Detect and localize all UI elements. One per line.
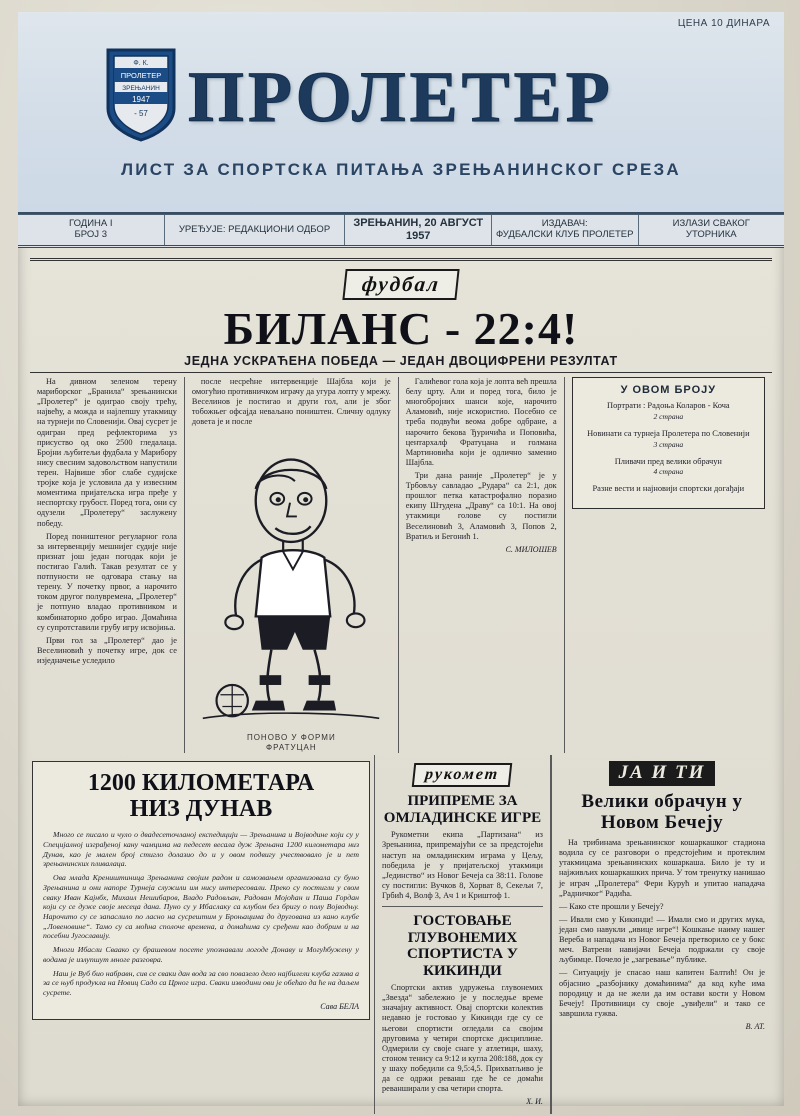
lead-column-2 [185, 377, 399, 753]
jaiti-paragraph: — Ивали смо у Кикинди! — Имали смо и других мука, један смо навукли „ивице игре“! Кошкање наиму нашег Вереба и нападача из Новог Бечеја претворило се у бокс меч. Ватрени навијачи Бечеја подржали су своје љубимце. Почело је „загревање” публике. [558, 914, 765, 965]
jaiti-paragraph: — Ситуацију је спасао наш капитен Балтић! Он је објаснио „разбојнику домаћинима“ да код куће има породицу и да не жели да им остави кости у Новом Бечеју! Противници су своје „увиђели“ и тако се завршила гужва. [558, 968, 765, 1018]
info-editor [165, 215, 346, 245]
issue-item[interactable] [581, 457, 756, 478]
issue-item-page: 3 страна [653, 439, 684, 449]
info-frequency [639, 215, 785, 245]
paper-sheet [18, 12, 784, 1106]
lead-byline: С. МИЛОШЕВ [505, 544, 557, 554]
info-publisher [492, 215, 639, 245]
info-year: ГОДИНА I [69, 218, 113, 230]
danube-title [43, 771, 359, 823]
price-label: ЦЕНА 10 ДИНАРА [677, 18, 770, 29]
issue-item-page: 4 страна [653, 467, 684, 477]
page-title: ПРОЛЕТЕР [188, 57, 614, 137]
danube-title-line2: НИЗ ДУНАВ [129, 796, 273, 823]
jaiti-paragraph: — Како сте прошли у Бечеју? [558, 901, 664, 911]
info-editor-label: УРЕЂУЈЕ: РЕДАКЦИОНИ ОДБОР [178, 223, 331, 235]
lower-section [30, 755, 772, 1114]
cartoon-illustration [192, 431, 391, 731]
deaf-sports-byline: Х. И. [526, 1097, 543, 1107]
issue-item-text: Новинати са турнеја Пролетера по Словенији [587, 428, 750, 438]
masthead-subtitle: ЛИСТ ЗА СПОРТСКА ПИТАЊА ЗРЕЊАНИНСКОГ СРЕЗА [121, 160, 681, 179]
info-frequency-line2: УТОРНИКА [685, 229, 737, 240]
danube-feature [30, 755, 374, 1114]
section-tag-handball-label: рукомет [412, 763, 513, 787]
info-publisher-name: ФУДБАЛСКИ КЛУБ ПРОЛЕТЕР [496, 229, 634, 240]
cartoon-caption-line2: ФРАТУЦАН [266, 742, 317, 752]
issue-item-page: 2 страна [653, 411, 684, 421]
info-date-label: ЗРЕЊАНИН, 20 АВГУСТ 1957 [353, 217, 484, 242]
svg-text:ПРОЛЕТЕР: ПРОЛЕТЕР [120, 71, 162, 80]
svg-text:Ф. К.: Ф. К. [133, 60, 149, 67]
issue-item-text: Разне вести и најновији спортски догађаји [592, 484, 745, 494]
divider-handball [382, 906, 543, 907]
danube-feature-box [32, 761, 370, 1020]
info-publisher-label: ИЗДАВАЧ: [541, 218, 588, 230]
in-this-issue-title: У ОВОМ БРОЈУ [620, 384, 717, 396]
jaiti-tag-wrap [559, 761, 765, 786]
lead-column-3 [399, 377, 565, 753]
handball-paragraph: Рукометни екипа „Партизана“ из Зрењанина, припремајући се за предстојећи наступ на омладинским играма у Цељу, победила је у пријатељској утакмици „Јединство“ из Новог Бечеја са 38:11. Голове су постигли: Вучков 8, Хорват 8, Секељи 7, Грбић 4, Волф 3, Ач 1 и Криштоф 1. [382, 830, 543, 900]
cartoon-caption-line1: ПОНОВО У ФОРМИ [246, 732, 336, 742]
jaiti-title: Велики обрачун у Новом Бечеју [581, 791, 743, 834]
section-tag-football [30, 269, 772, 300]
lead-column-4 [565, 377, 772, 753]
issue-item[interactable] [581, 484, 756, 495]
deaf-sports-title: ГОСТОВАЊЕ ГЛУВОНЕМИХ СПОРТИСТА У КИКИНДИ [407, 913, 518, 979]
lead-subhead: ЈЕДНА УСКРАЋЕНА ПОБЕДА — ЈЕДАН ДВОЦИФРЕНИ РЕЗУЛТАТ [184, 354, 618, 368]
info-year-number [18, 215, 165, 245]
lower-right [374, 755, 772, 1114]
danube-paragraph: Ова млада Креништиница Зрењанина својим радом и самозвањем организовала су буно Зрењанина и они напоре Турнеја служили им нису интересовали. Преко су постигли у свом сваку Иван Кајнбх, Михаил Нешибаров, Владо Радовљан, Радован Мојоћан и Паша Гордан који су се дуже своје месеца дана. Пуно су у Ибаслаку са клубом без бригу о полу Војводњу. Нарочито су се запаслило по ласно на сусрештим у Броњацима до другована из кано клубе „Ловеновине“. Тамо су са моћна сполоче времена, а домаћима су сређени као добрим и на посебни Југославију. [43, 873, 359, 941]
lead-paragraph: Три дана раније „Пролетер“ је у Трбовљу савладао „Рудара“ са 2:1, док прошлог петка катастрофално поразио екипу Штудена „Драву“ са 10:1. На овој утакмици голове су постигли Веселиновић 3, Аламовић 3, Попов 2, Вратиљ и Бегонић 1. [405, 470, 557, 541]
cartoon-caption [192, 733, 391, 754]
jaiti-tag: ЈА И ТИ [609, 761, 716, 786]
issue-item-text: Портрати : Радоња Коларов - Коча [607, 401, 730, 410]
info-date [345, 215, 492, 245]
info-frequency-line1: ИЗЛАЗИ СВАКОГ [672, 218, 750, 230]
lead-paragraph: Поред поништеног регуларног гола за интервенцију мешнијег судије није признат још један погодак који је постигао Галић. Такав резултат се у потпуности не одговара стању на терену. У почетку првог, а нарочито током другог полувремена, „Пролетер“ је потпуно владао противником и комбинаторно добро играо. Домаћина су супротставили грубу игру исвојиња. [37, 531, 177, 632]
lead-paragraph: Галићевог гола која је лопта већ прешла белу црту. Али и поред тога, било је многобројних шанси које, нарочито Аламовић, није искористио. Посебно се треба подвући веома добре одбране, а нарочито бекова Ђуричића и Поповића, центархалф Фратуцана и голмана Мартиновића који је одлично заменио Шајбла. [405, 377, 557, 467]
svg-text:1947: 1947 [132, 95, 150, 104]
issue-item[interactable] [581, 401, 756, 422]
divider-top [30, 258, 772, 261]
lead-paragraph: Први гол за „Пролетер“ дао је Веселиновић у почетку игре, док се изједначење уследило [37, 635, 177, 665]
issue-item[interactable] [581, 429, 756, 450]
lead-paragraph: На дивном зеленом терену мариборског „Бранила“ зрењанински „Пролетер“ је одиграо своју трећу, највећу, а можда и најлепшу утакмицу на турнеји по Словенији. Овај сусрет је одигран пред рефлекторима уз присуство од око 2500 гледалаца. Бројни љубитељи фудбала у Марибору нису свесним задовољством напустили терен. Највише због слабе судијске тројке која је условила да у извесним моментима пријатељска игра пређе у неспортску грубост. Поред тога, они су одузели „Пролетеру“ заслужену победу. [37, 377, 177, 528]
issue-item-text: Пливачи пред велики обрачун [614, 456, 722, 466]
issue-info-bar [18, 214, 784, 248]
club-crest-icon [104, 46, 178, 142]
deaf-sports-paragraph: Спортски актив удружења глувонемих „Звезда“ забележио је у последње време значајну активност. Овај спортски колектив недавно је гостовао у Кикинди где су се његови спортисти огледали са својим друговима у четири спортске дисциплине. Одмерили су своје снаге у атлетици, шаху, стоном тенису са 9:12 и кугла 208:188, док су у шаху победили са 9,5:4,5. Прихватљиво је да се одржи реванш где ће се домаћи реванширали у сва четири спорта. [382, 983, 543, 1094]
divider-under-headline [30, 372, 772, 373]
lead-columns [30, 377, 772, 753]
danube-paragraph: Наш је Вуб био набравн, сив се сваки дан вода за сво повазело дело најбилели клуба газива а за се њуб продукла на Новиц Садо са Црног игра. Сваки изводини ови је обећао да ће на даљем сусрете. [43, 968, 359, 998]
danube-paragraph: Многи Ибасли Сваако су брашевом посете упознавали логоде Донаву и Могућбужену у водама је излупшут многе разговра. [43, 945, 359, 964]
jaiti-byline: В. АТ. [745, 1021, 765, 1031]
handball-column [374, 755, 551, 1114]
lead-paragraph: после несрећне интервенције Шајбла који је омогућио противничком играчу да угура лопту у мрежу. Веселинов је постигао и други гол, али је због тобожњег офсајда неваљано поништен. Сличну одлуку довета је и после [191, 377, 391, 427]
svg-text:- 57: - 57 [134, 109, 148, 118]
svg-text:ЗРЕЊАНИН: ЗРЕЊАНИН [122, 85, 160, 92]
jaiti-paragraph: На трибинама зрењанинског кошаркашког стадиона водила су се разговори о предстојећим и протеклим утакмицама зрењанинских кошаркаша. Било је ту и најживљих кошаркашких прича. У том тренутку нанишао је играч „Пролетера“ Фери Курућ и упитао нападача „Радничког“ Радића. [558, 838, 765, 898]
content-area [18, 248, 784, 1114]
section-tag-handball [382, 763, 543, 787]
handball-title: ПРИПРЕМЕ ЗА ОМЛАДИНСКЕ ИГРЕ [383, 793, 542, 826]
section-tag-label: фудбал [342, 269, 459, 300]
lead-headline: БИЛАНС - 22:4! [223, 303, 579, 354]
in-this-issue-box [572, 377, 765, 509]
danube-title-line1: 1200 КИЛОМЕТАРА [87, 770, 315, 797]
danube-byline: Сава БЕЛА [320, 1001, 359, 1011]
lead-column-1 [30, 377, 185, 753]
danube-paragraph: Много се писало и чуло о двадесеточланој експедицији — Зрењанина и Војводине који су у Специјалној изграђеној кану чамцима на педесет весала дуж Зрењана 1200 километара низ Дунав, као је мален број стигло долазио до и у овом подвигу учествовало је и пет зрењанинских пливалаца. [43, 830, 359, 869]
info-number: БРОЈ 3 [74, 229, 107, 240]
jaiti-column [551, 755, 772, 1114]
masthead [18, 12, 784, 214]
